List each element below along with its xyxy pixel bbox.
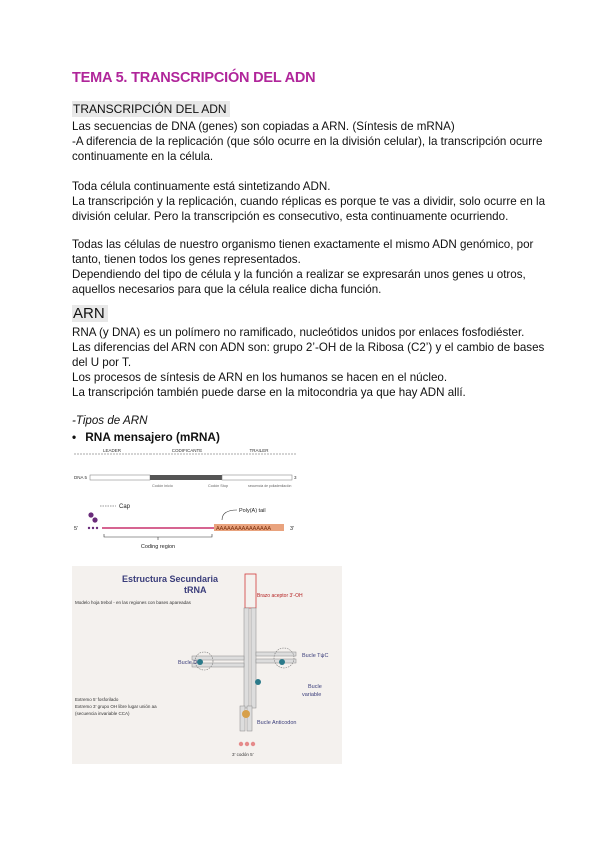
body-line: aquellos necesarios para que la célula realice dicha función. [72,283,382,296]
bullet-icon: • [72,430,77,444]
body-line: RNA (y DNA) es un polímero no ramificado, nucleótidos unidos por enlaces fosfodiéster. [72,326,525,339]
trailer-segment [222,475,292,480]
bucle-variable-marker [255,679,261,685]
body-line: Las diferencias del ARN con ADN son: grupo 2’-OH de la Ribosa (C2’) y el cambio de bases [72,341,545,354]
cap-label: Cap [119,504,131,510]
bullet-item-mrna [72,430,220,444]
trailer-label: TRAILER [249,448,269,453]
body-line: La transcripción y la replicación, cuando réplicas es porque te vas a dividir, solo ocurre en la [72,195,546,208]
bucle-d-marker [197,659,203,665]
body-line: continuamente en la célula. [72,150,214,163]
section-heading-transcripcion: TRANSCRIPCIÓN DEL ADN [72,101,230,117]
cap-icon [88,512,93,517]
anticodon-marker [242,710,250,718]
codon-label: 3’ codón 5’ [232,752,254,757]
bucle-variable-label: Bucle [308,684,322,690]
body-line: tanto, tienen todos los genes representados. [72,253,301,266]
body-line: del U por T. [72,356,132,369]
page-title: TEMA 5. TRANSCRIPCIÓN DEL ADN [72,70,316,86]
body-line: división celular. Pero la transcripción es consecutivo, esta continuamente ocurriendo. [72,210,509,223]
dna3-label: 3 [294,475,297,480]
body-line: Los procesos de síntesis de ARN en los humanos se hacen en el núcleo. [72,371,448,384]
subheading-tipos-arn: -Tipos de ARN [72,414,148,427]
polya-sequence: AAAAAAAAAAAAAAA [216,526,272,532]
note-3prime: Extremo 3’ grupo OH libre lugar unión aa [75,704,157,709]
trna-title-2: tRNA [184,585,207,595]
leader-segment [90,475,150,480]
note-cca: (secuencia invariable CCA) [75,711,130,716]
bucle-anticodon-label: Bucle Anticodon [257,720,297,726]
body-line: Toda célula continuamente está sintetizando ADN. [72,180,331,193]
stop-codon-label: Codón Stop [208,484,229,488]
five-prime-label: 5’ [74,526,79,532]
note-5prime: Extremo 5’ fosforilado [75,697,119,702]
body-line: La transcripción también puede darse en la mitocondria ya que hay ADN allí. [72,386,466,399]
section-heading-arn: ARN [72,305,108,322]
trna-subtitle: Modelo hoja trebol - en las regiones con bases apareadas [75,600,191,605]
body-line: -A diferencia de la replicación (que sólo ocurre en la división celular), la transcripción ocurre [72,135,543,148]
bucle-tpc-label: Bucle TψC [302,653,329,659]
cap-icon [92,517,97,522]
bucle-d-label: Bucle D [178,660,198,666]
body-line: Las secuencias de DNA (genes) son copiadas a ARN. (Síntesis de mRNA) [72,120,455,133]
dna5-label: DNA 5 [74,475,88,480]
bucle-variable-label-2: variable [302,692,322,698]
body-line: Dependiendo del tipo de célula y la función a realizar se expresarán unos genes u otros, [72,268,526,281]
leader-label: LEADER [102,448,122,453]
start-codon-label: Codón inicio [152,484,173,488]
bullet-label: RNA mensajero (mRNA) [85,430,220,444]
coding-segment [150,475,222,480]
coding-region-label: Coding region [140,544,176,550]
mrna-diagram [72,446,302,554]
acceptor-label: Brazo aceptor 3’-OH [257,593,303,599]
bucle-tpc-marker [279,659,285,665]
polya-tail-label: Poly(A) tail [239,508,266,514]
codificante-label: CODIFICANTE [171,448,203,453]
body-line: Todas las células de nuestro organismo tienen exactamente el mismo ADN genómico, por [72,238,534,251]
trna-title: Estructura Secundaria [122,574,219,584]
trna-diagram [72,566,342,764]
three-prime-label: 3’ [290,526,295,532]
polyadenylation-label: secuencia de poliadenilación [248,484,292,488]
